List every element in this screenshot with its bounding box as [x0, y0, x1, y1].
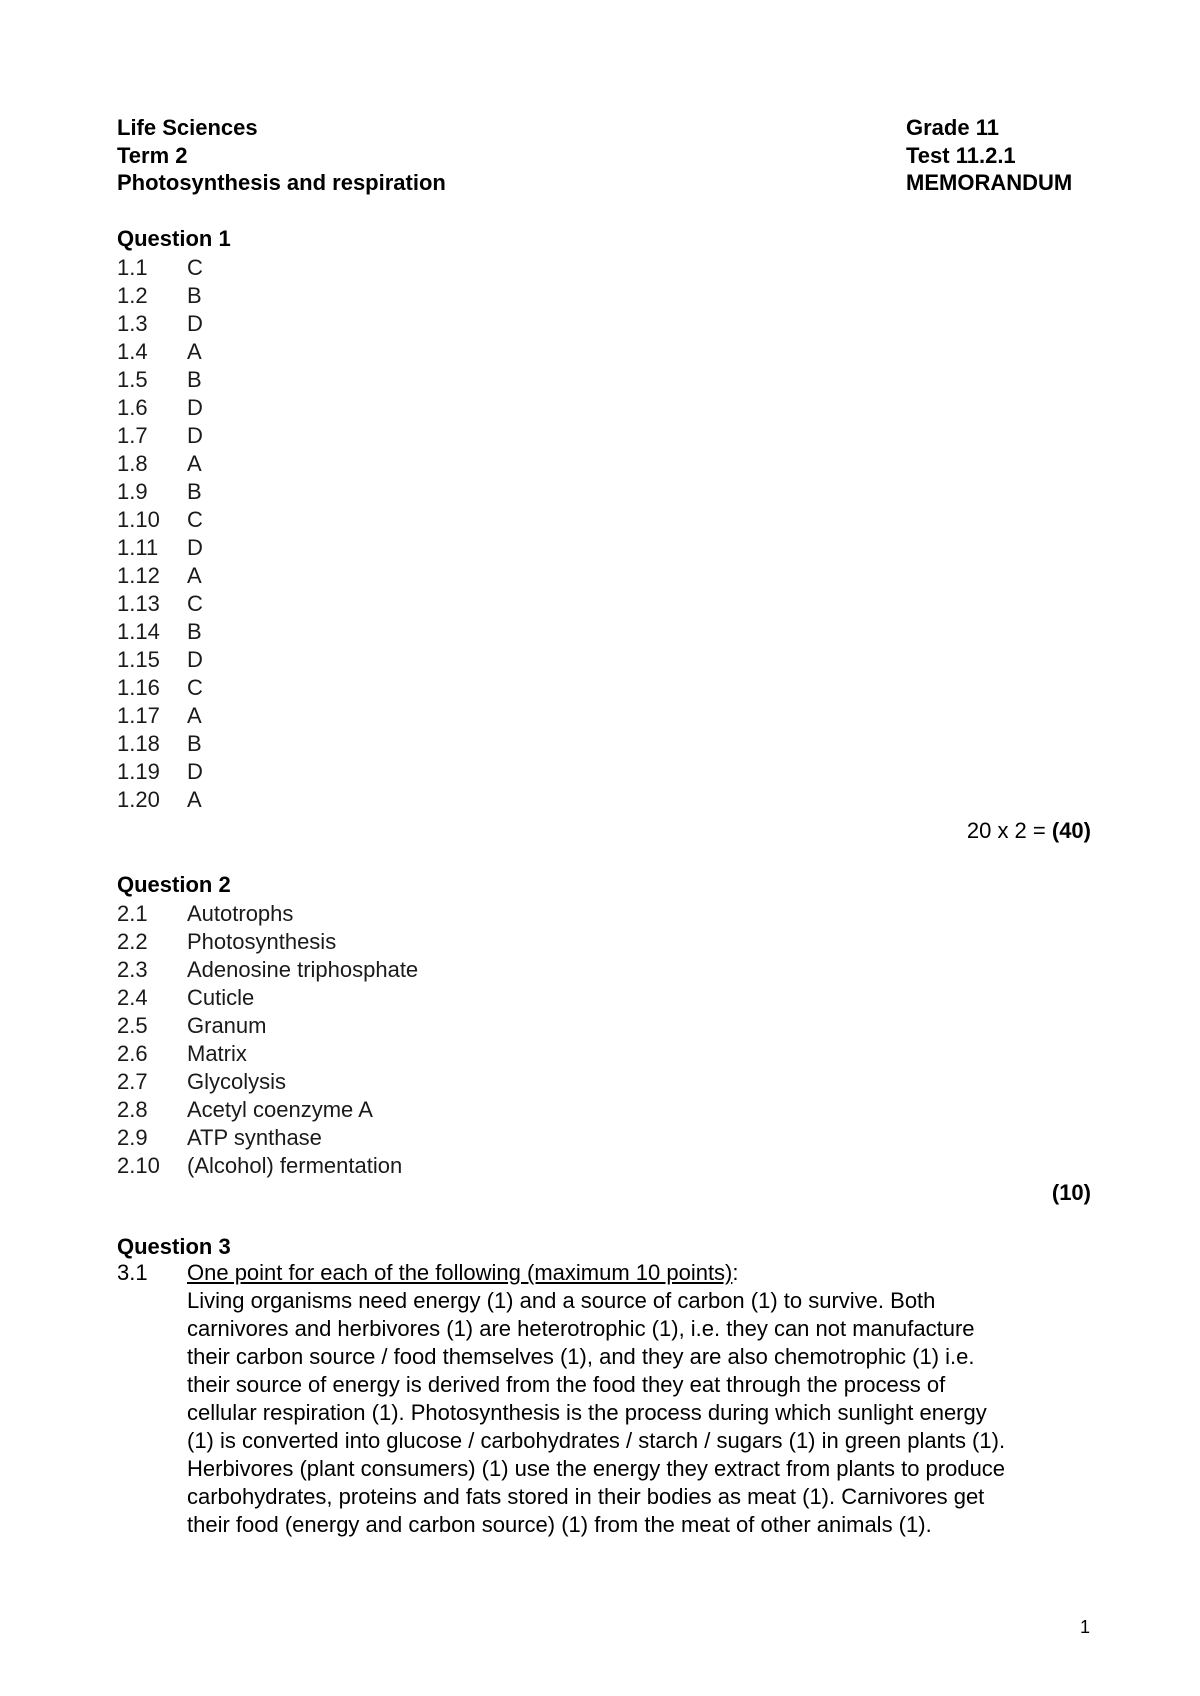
- question-3-answer-text: [117, 1287, 1107, 1539]
- question-1-item-answer: B: [187, 479, 202, 504]
- question-3-text-line: carbohydrates, proteins and fats stored in their bodies as meat (1). Carnivores get: [187, 1484, 985, 1509]
- question-2-item-number: 2.6: [117, 1041, 148, 1066]
- question-3-text-line: carnivores and herbivores (1) are heterotrophic (1), i.e. they can not manufacture: [187, 1316, 975, 1341]
- question-2-answer-row: [117, 984, 418, 1012]
- question-1-item-number: 1.4: [117, 339, 148, 364]
- question-1-item-number: 1.20: [117, 787, 160, 812]
- question-2-item-number: 2.2: [117, 929, 148, 954]
- question-1-answer-row: [117, 394, 203, 422]
- question-2-item-answer: Glycolysis: [187, 1069, 287, 1094]
- question-3-answer: [117, 1259, 1097, 1539]
- question-3-1-number: 3.1: [117, 1260, 148, 1285]
- question-1-item-number: 1.9: [117, 479, 148, 504]
- question-1-answer-row: [117, 506, 203, 534]
- question-3-text-line: cellular respiration (1). Photosynthesis is the process during which sunlight energy: [187, 1400, 987, 1425]
- term-label: Term 2: [117, 142, 188, 168]
- question-1-answer-row: [117, 282, 203, 310]
- question-3-instruction-colon: :: [732, 1260, 739, 1285]
- question-1-marks: [967, 818, 1091, 844]
- question-1-item-number: 1.17: [117, 703, 160, 728]
- question-1-item-number: 1.1: [117, 255, 148, 280]
- question-3-text-line: their carbon source / food themselves (1), and they are also chemotrophic (1) i.e.: [187, 1344, 975, 1369]
- question-1-item-number: 1.14: [117, 619, 160, 644]
- question-2-item-answer: Acetyl coenzyme A: [187, 1097, 373, 1122]
- question-1-item-answer: D: [187, 423, 203, 448]
- question-1-answer-row: [117, 590, 203, 618]
- question-1-item-answer: A: [187, 787, 202, 812]
- question-2-item-answer: (Alcohol) fermentation: [187, 1153, 403, 1178]
- question-2-item-answer: Adenosine triphosphate: [187, 957, 419, 982]
- question-1-item-answer: D: [187, 647, 203, 672]
- question-1-answer-row: [117, 254, 203, 282]
- question-1-answer-row: [117, 674, 203, 702]
- question-2-item-answer: Cuticle: [187, 985, 255, 1010]
- question-1-item-number: 1.7: [117, 423, 148, 448]
- question-1-item-answer: B: [187, 283, 202, 308]
- test-label: Test 11.2.1: [906, 142, 1016, 168]
- question-1-item-answer: A: [187, 451, 202, 476]
- question-1-answer-row: [117, 730, 203, 758]
- question-1-answer-list: [117, 254, 203, 814]
- question-1-answer-row: [117, 646, 203, 674]
- question-1-item-answer: C: [187, 675, 203, 700]
- question-3-instruction: One point for each of the following (maximum 10 points): [187, 1260, 733, 1285]
- question-2-item-number: 2.10: [117, 1153, 160, 1178]
- question-2-item-number: 2.4: [117, 985, 148, 1010]
- question-3-text-line: their source of energy is derived from the food they eat through the process of: [187, 1372, 946, 1397]
- question-2-answer-list: [117, 900, 418, 1180]
- question-1-item-answer: D: [187, 311, 203, 336]
- question-2-answer-row: [117, 1152, 418, 1180]
- question-1-answer-row: [117, 562, 203, 590]
- question-2-item-answer: Granum: [187, 1013, 267, 1038]
- question-1-item-number: 1.6: [117, 395, 148, 420]
- question-2-item-number: 2.8: [117, 1097, 148, 1122]
- question-1-item-number: 1.15: [117, 647, 160, 672]
- question-1-answer-row: [117, 338, 203, 366]
- question-1-item-number: 1.18: [117, 731, 160, 756]
- question-2-answer-row: [117, 928, 418, 956]
- question-3-text-line: Herbivores (plant consumers) (1) use the energy they extract from plants to produce: [187, 1456, 1006, 1481]
- question-1-answer-row: [117, 366, 203, 394]
- question-1-marks-formula: 20 x 2 =: [966, 818, 1052, 843]
- question-1-answer-row: [117, 534, 203, 562]
- question-1-answer-row: [117, 450, 203, 478]
- question-1-item-answer: C: [187, 255, 203, 280]
- question-2-item-answer: Matrix: [187, 1041, 247, 1066]
- question-2-answer-row: [117, 1012, 418, 1040]
- question-1-item-answer: C: [187, 507, 203, 532]
- question-1-item-number: 1.8: [117, 451, 148, 476]
- question-1-item-number: 1.3: [117, 311, 148, 336]
- question-1-item-number: 1.13: [117, 591, 160, 616]
- question-1-item-number: 1.5: [117, 367, 148, 392]
- question-3-title: Question 3: [117, 1234, 231, 1259]
- document-header: [117, 114, 1091, 197]
- question-1-item-number: 1.12: [117, 563, 160, 588]
- question-1-answer-row: [117, 422, 203, 450]
- question-1-item-answer: A: [187, 339, 202, 364]
- question-1-item-answer: B: [187, 367, 202, 392]
- question-1-item-number: 1.11: [117, 535, 159, 560]
- question-2-answer-row: [117, 1124, 418, 1152]
- question-2-item-answer: Photosynthesis: [187, 929, 337, 954]
- question-2-answer-row: [117, 900, 418, 928]
- question-2-item-number: 2.3: [117, 957, 148, 982]
- question-2-title: Question 2: [117, 872, 231, 897]
- question-2-item-number: 2.9: [117, 1125, 148, 1150]
- question-1-answer-row: [117, 758, 203, 786]
- question-1-item-number: 1.10: [117, 507, 160, 532]
- question-2-item-answer: ATP synthase: [187, 1125, 322, 1150]
- question-2-marks: [1052, 1180, 1091, 1206]
- grade-label: Grade 11: [906, 115, 999, 140]
- question-1-answer-row: [117, 786, 203, 814]
- question-1-item-answer: B: [187, 731, 202, 756]
- question-1-item-number: 1.19: [117, 759, 160, 784]
- question-2-answer-row: [117, 956, 418, 984]
- topic-label: Photosynthesis and respiration: [117, 170, 446, 195]
- question-2-marks-total: (10): [1051, 1180, 1091, 1205]
- question-1-item-number: 1.16: [117, 675, 160, 700]
- question-2-item-number: 2.7: [117, 1069, 148, 1094]
- question-2-answer-row: [117, 1040, 418, 1068]
- subject-label: Life Sciences: [117, 115, 258, 140]
- question-1-answer-row: [117, 310, 203, 338]
- question-2-item-number: 2.5: [117, 1013, 148, 1038]
- question-1-answer-row: [117, 618, 203, 646]
- question-1-item-answer: D: [187, 535, 203, 560]
- question-1-item-answer: A: [187, 703, 202, 728]
- question-1-item-answer: D: [187, 759, 203, 784]
- question-3-text-line: (1) is converted into glucose / carbohydrates / starch / sugars (1) in green plants (1).: [187, 1428, 1006, 1453]
- question-1-marks-total: (40): [1051, 818, 1091, 843]
- question-2-item-answer: Autotrophs: [187, 901, 294, 926]
- question-2-answer-row: [117, 1068, 418, 1096]
- question-1-title: Question 1: [117, 226, 231, 251]
- document-type-label: MEMORANDUM: [906, 170, 1073, 195]
- question-1-item-answer: A: [187, 563, 202, 588]
- question-3-text-line: their food (energy and carbon source) (1) from the meat of other animals (1).: [187, 1512, 932, 1537]
- page-number: 1: [1079, 1617, 1090, 1637]
- question-1-answer-row: [117, 702, 203, 730]
- question-1-item-answer: D: [187, 395, 203, 420]
- question-1-answer-row: [117, 478, 203, 506]
- question-1-item-number: 1.2: [117, 283, 148, 308]
- question-2-item-number: 2.1: [117, 901, 148, 926]
- question-1-item-answer: B: [187, 619, 202, 644]
- question-3-text-line: Living organisms need energy (1) and a source of carbon (1) to survive. Both: [187, 1288, 936, 1313]
- question-1-item-answer: C: [187, 591, 203, 616]
- question-2-answer-row: [117, 1096, 418, 1124]
